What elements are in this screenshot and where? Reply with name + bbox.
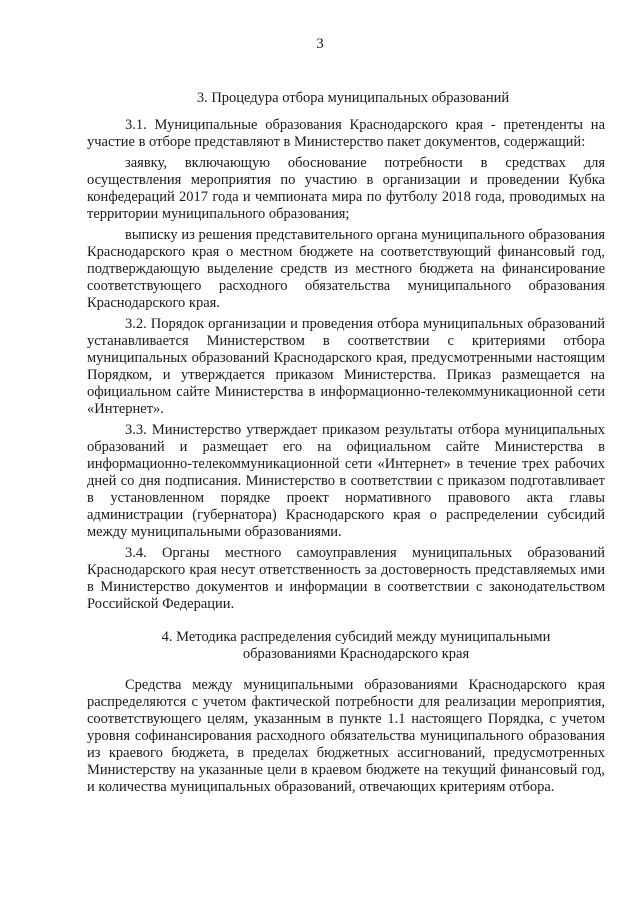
- section-3-heading: 3. Процедура отбора муниципальных образований: [196, 90, 510, 106]
- paragraph-3-1-extract: выписку из решения представительного органа муниципального образования Краснодарского края о местном бюджете на соответствующий финансовый год, подтверждающую выделение средств из местного бюджета на финансирование соответствующего расходного обязательства муниципального образования Краснодарского края.: [87, 227, 605, 311]
- page-number: 3: [316, 36, 324, 52]
- paragraph-3-2: 3.2. Порядок организации и проведения отбора муниципальных образований устанавливается Министерством в соответствии с критериями отбора муниципальных образований Краснодарского края, предусмотренными настоящим Порядком, и утверждается приказом Министерства. Приказ размещается на официальном сайте Министерства в информационно-телекоммуникационной сети «Интернет».: [87, 316, 605, 417]
- document-body: [87, 90, 605, 800]
- paragraph-4-1: Средства между муниципальными образованиями Краснодарского края распределяются с учетом фактической потребности для реализации мероприятия, соответствующего целям, указанным в пункте 1.1 настоящего Порядка, с учетом уровня софинансирования расходного обязательства муниципального образования из краевого бюджета, в пределах бюджетных ассигнований, предусмотренных Министерству на указанные цели в краевом бюджете на текущий финансовый год, и количества муниципальных образований, отвечающих критериям отбора.: [87, 677, 605, 795]
- paragraph-3-1-application: заявку, включающую обоснование потребности в средствах для осуществления мероприятия по участию в организации и проведении Кубка конфедераций 2017 года и чемпионата мира по футболу 2018 года, проводимых на территории муниципального образования;: [87, 155, 605, 222]
- section-4-heading: 4. Методика распределения субсидий между муниципальными образованиями Краснодарского края: [161, 629, 551, 662]
- paragraph-3-1: 3.1. Муниципальные образования Краснодарского края - претенденты на участие в отборе представляют в Министерство пакет документов, содержащий:: [87, 117, 605, 150]
- paragraph-3-3: 3.3. Министерство утверждает приказом результаты отбора муниципальных образований и размещает его на официальном сайте Министерства в информационно-телекоммуникационной сети «Интернет» в течение трех рабочих дней со дня подписания. Министерство в соответствии с приказом подготавливает в установленном порядке проект нормативного правового акта главы администрации (губернатора) Краснодарского края о распределении субсидий между муниципальными образованиями.: [87, 422, 605, 540]
- paragraph-3-4: 3.4. Органы местного самоуправления муниципальных образований Краснодарского края несут ответственность за достоверность представляемых ими в Министерство документов и информации в соответствии с законодательством Российской Федерации.: [87, 545, 605, 612]
